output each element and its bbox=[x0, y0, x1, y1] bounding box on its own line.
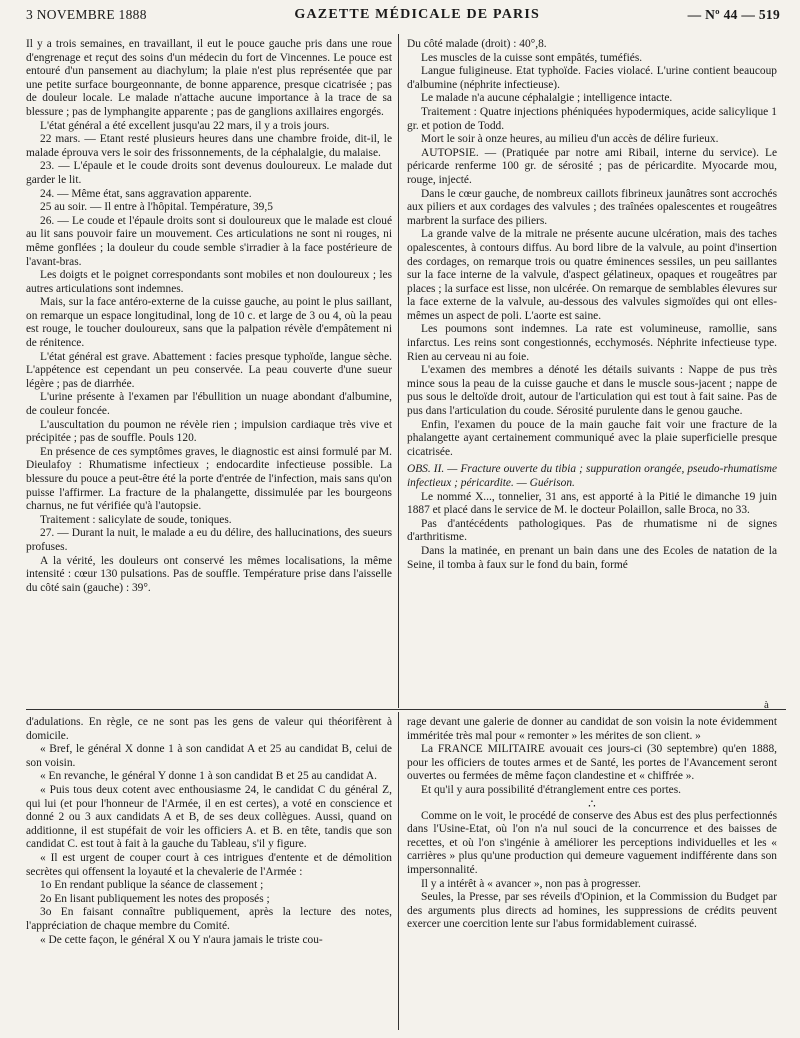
paragraph: A la vérité, les douleurs ont conservé les mêmes localisations, la même intensité : cœur 130 pulsations. Pas de souffle. Température prise dans l'aisselle du côté sain (gauche) : 39°. bbox=[26, 554, 392, 594]
paragraph: Dans la matinée, en prenant un bain dans une des Ecoles de natation de la Seine, il tomba à faux sur le fond du bain, formé bbox=[407, 544, 777, 571]
list-item: 1o En rendant publique la séance de classement ; bbox=[40, 879, 264, 892]
paragraph: Traitement : salicylate de soude, toniques. bbox=[40, 513, 232, 526]
paragraph: 25 au soir. — Il entre à l'hôpital. Température, 39,5 bbox=[40, 201, 273, 214]
paragraph: Mais, sur la face antéro-externe de la cuisse gauche, au point le plus saillant, on remarque un espace longitudinal, long de 10 c. et large de 3 ou 4, où la peau est rouge, le toucher douloureux, sans que la palpation révèle d'empâtement ni de rénitence. bbox=[26, 296, 392, 350]
paragraph: Il y a intérêt à « avancer », non pas à progresser. bbox=[421, 877, 641, 890]
paragraph: L'examen des membres a dénoté les détails suivants : Nappe de pus très mince sous la peau de la cuisse gauche et dans le muscle sous-jacent ; nappe de pus sous le deltoïde droit, autour de l'articulation qui est tout à fait saine. Pas de pus dans l'articulation du coude. Sérosité purulente dans le genou gauche. bbox=[407, 364, 777, 418]
autopsy-paragraph: AUTOPSIE. — (Pratiquée par notre ami Ribail, interne du service). Le péricarde renferme 100 gr. de sérosité ; pas de péricardite. Myocarde mou, rouge, injecté. bbox=[407, 146, 777, 186]
paragraph: « Bref, le général X donne 1 à son candidat A et 25 au candidat B, celui de son voisin. bbox=[26, 743, 392, 769]
header-page-info: — Nº 44 — 519 bbox=[687, 7, 780, 22]
paragraph: Du côté malade (droit) : 40°,8. bbox=[407, 38, 547, 50]
section-divider bbox=[26, 709, 786, 710]
paragraph: La grande valve de la mitrale ne présente aucune ulcération, mais des taches opalescentes, à contours diffus. Au bord libre de la valvule, au point d'insertion des cordages, on remarque trois ou quatre éminences sessiles, un peu saillantes sur la face interne de la valvule, d'aspect gélatineux, opaques et rougeâtres par places ; la surface est lisse, non ulcérée. On remarque de semblables élevures sur la face externe de la valvule, au-dessous des valvules sigmoïdes qui ont elles-mêmes un aspect de poli. L'aorte est saine. bbox=[407, 228, 777, 322]
paragraph: « De cette façon, le général X ou Y n'aura jamais le triste cou- bbox=[40, 933, 323, 946]
paragraph: Traitement : Quatre injections phéniquées hypodermiques, acide salicylique 1 gr. et potion de Todd. bbox=[407, 105, 777, 132]
paragraph: Dans le cœur gauche, de nombreux caillots fibrineux jaunâtres sont accrochés aux piliers et aux cordages des valvules ; des traînées opalescentes et rougeâtres marbrent la surface des piliers. bbox=[407, 187, 777, 227]
header-title: GAZETTE MÉDICALE DE PARIS bbox=[294, 7, 541, 22]
paragraph: 23. — L'épaule et le coude droits sont devenus douloureux. Le malade dut garder le lit. bbox=[26, 160, 392, 186]
column-1 bbox=[26, 38, 392, 708]
paragraph: 27. — Durant la nuit, le malade a eu du délire, des hallucinations, des sueurs profuses. bbox=[26, 527, 392, 553]
header-date: 3 NOVEMBRE 1888 bbox=[26, 7, 147, 22]
continued-mark: à bbox=[764, 699, 769, 711]
column-4 bbox=[407, 716, 777, 1034]
paragraph: L'état général a été excellent jusqu'au 22 mars, il y a trois jours. bbox=[40, 119, 330, 132]
observation-heading bbox=[407, 463, 777, 490]
paragraph: 26. — Le coude et l'épaule droits sont si douloureux que le malade est cloué au lit sans pouvoir faire un mouvement. Ces articulations ne sont ni rouges, ni même gonflées ; la douleur du coude semble s'irradier à la face postérieure de l'avant-bras. bbox=[26, 214, 392, 268]
column-divider bbox=[398, 712, 399, 1030]
paragraph: Seules, la Presse, par ses réveils d'Opinion, et la Commission du Budget par des arguments plus directs ad homines, les suppressions de crédits peuvent exercer une coercition lente sur l'abus formidablement cuirassé. bbox=[407, 891, 777, 931]
paragraph: d'adulations. En règle, ce ne sont pas les gens de valeur qui théorifèrent à domicile. bbox=[26, 716, 392, 742]
page-header bbox=[26, 4, 780, 26]
column-divider bbox=[398, 34, 399, 708]
paragraph: L'auscultation du poumon ne révèle rien ; impulsion cardiaque très vive et précipitée ; pas de souffle. Pouls 120. bbox=[26, 418, 392, 445]
paragraph: Il y a trois semaines, en travaillant, il eut le pouce gauche pris dans une roue d'engrenage et reçut des soins d'un médecin du fort de Vincennes. Le pouce est entouré d'un pansement au diachylum; la plaie n'est plus représentée que par une petite surface bourgeonnante, de bonne apparence, presque cicatrisée ; pas de douleur locale. Le malade n'attache aucune importance à la trace de sa blessure ; pas de lymphangite apparente ; pas de ganglions axillaires engorgés. bbox=[26, 38, 392, 118]
paragraph: Langue fuligineuse. Etat typhoïde. Facies violacé. L'urine contient beaucoup d'albumine (néphrite infectieuse). bbox=[407, 65, 777, 91]
paragraph: Le malade n'a aucune céphalalgie ; intelligence intacte. bbox=[421, 92, 673, 105]
paragraph: Enfin, l'examen du pouce de la main gauche fait voir une fracture de la phalangette ayant certainement communiqué avec la plaie superficielle presque cicatrisée. bbox=[407, 418, 777, 458]
paragraph: Mort le soir à onze heures, au milieu d'un accès de délire furieux. bbox=[421, 133, 719, 146]
paragraph: « En revanche, le général Y donne 1 à son candidat B et 25 au candidat A. bbox=[40, 770, 377, 783]
paragraph: Les muscles de la cuisse sont empâtés, tuméfiés. bbox=[421, 51, 643, 64]
observation-heading-text: OBS. II. — Fracture ouverte du tibia ; suppuration orangée, pseudo-rhumatisme infectieux ; péricardite. — Guérison. bbox=[407, 463, 777, 489]
column-2 bbox=[407, 38, 777, 708]
section-separator: ∴ bbox=[588, 796, 596, 811]
paragraph: Et qu'il y aura possibilité d'étranglement entre ces portes. bbox=[421, 783, 681, 796]
list-item: 2o En lisant publiquement les notes des proposés ; bbox=[40, 892, 270, 905]
list-item: 3o En faisant connaître publiquement, après la lecture des notes, l'appréciation de chaque membre du Comité. bbox=[26, 906, 392, 932]
paragraph: La FRANCE MILITAIRE avouait ces jours-ci (30 septembre) qu'en 1888, pour les officiers de toutes armes et de Santé, les portes de l'Avancement seront ouvertes ou fermées de même façon clandestine et « chiffrée ». bbox=[407, 743, 777, 783]
paragraph: Comme on le voit, le procédé de conserve des Abus est des plus perfectionnés dans l'Usine-Etat, où l'on n'a nul souci de la concurrence et des baisses de recettes, et où l'on s'ingénie à améliorer les perceptions individuelles et les « carrières » plus qu'une production qui demeure vaguement indifférente dans son impersonnalité. bbox=[407, 809, 777, 876]
paragraph: Les poumons sont indemnes. La rate est volumineuse, ramollie, sans infarctus. Les reins sont congestionnés, ecchymosés. Néphrite infectieuse type. Rien au cerveau ni au foie. bbox=[407, 323, 777, 363]
paragraph: Les doigts et le poignet correspondants sont mobiles et non douloureux ; les autres articulations sont indemnes. bbox=[26, 269, 392, 295]
paragraph: En présence de ces symptômes graves, le diagnostic est ainsi formulé par M. Dieulafoy : Rhumatisme infectieux ; endocardite infectieuse possible. La blessure du pouce a peut-être été la porte d'entrée de l'infection, mais sans qu'on puisse l'affirmer. La fracture de la phalangette, dissimulée par les bourgeons charnus, ne fut vérifiée qu'à l'autopsie. bbox=[26, 445, 392, 513]
paragraph: 22 mars. — Etant resté plusieurs heures dans une chambre froide, dit-il, le malade éprouva vers le soir des frissonnements, de la céphalalgie, du malaise. bbox=[26, 133, 392, 159]
paragraph: L'urine présente à l'examen par l'ébullition un nuage abondant d'albumine, de couleur foncée. bbox=[26, 391, 392, 418]
column-3 bbox=[26, 716, 392, 1034]
paragraph: rage devant une galerie de donner au candidat de son voisin la note évidemment imméritée très mal pour « remonter » les mérites de son client. » bbox=[407, 716, 777, 742]
paragraph: Le nommé X..., tonnelier, 31 ans, est apporté à la Pitié le dimanche 19 juin 1887 et placé dans le service de M. le docteur Polaillon, salle Broca, no 33. bbox=[407, 490, 777, 517]
paragraph: L'état général est grave. Abattement : facies presque typhoïde, langue sèche. L'appétence est cependant un peu conservée. La peau couverte d'une sueur légère ; pas de diarrhée. bbox=[26, 350, 392, 390]
paragraph: 24. — Même état, sans aggravation apparente. bbox=[40, 187, 252, 200]
paragraph: « Il est urgent de couper court à ces intrigues d'entente et de démolition secrètes qui offensent la loyauté et la chevalerie de l'Armée : bbox=[26, 851, 392, 878]
paragraph: Pas d'antécédents pathologiques. Pas de rhumatisme ni de signes d'arthritisme. bbox=[407, 517, 777, 544]
paragraph: « Puis tous deux cotent avec enthousiasme 24, le candidat C du général Z, qui lui (et pour l'honneur de l'Armée, il en est certes), a voté en conscience et donné 2 ou 3 aux candidats A et B, de ses deux collègues. Aussi, quand on additionne, il est stupéfait de voir les officiers A. et B. en tête, tandis que son candidat C. est tout à fait à la gauche du Tableau, s'il y figure. bbox=[26, 783, 392, 851]
